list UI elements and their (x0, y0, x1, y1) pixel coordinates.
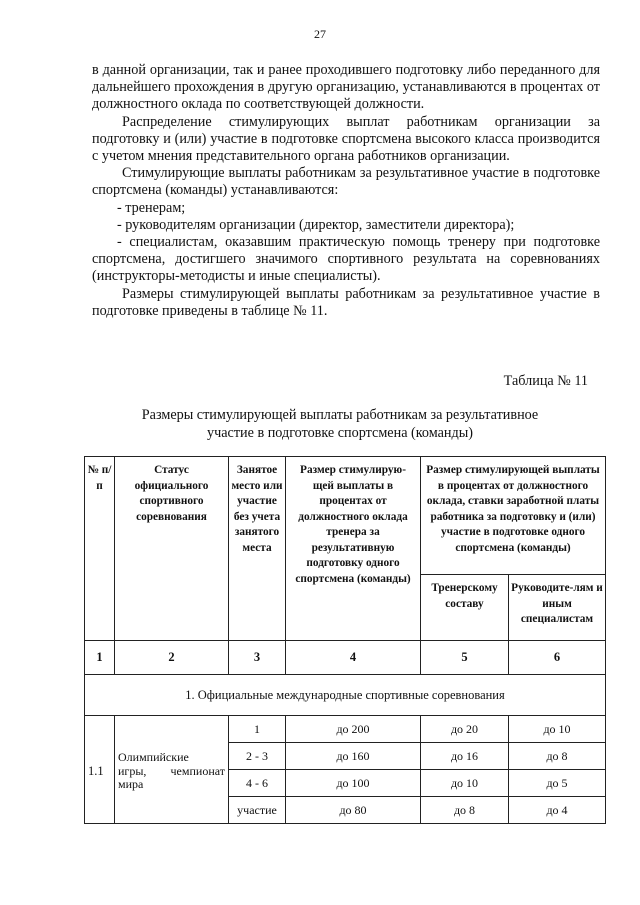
list-item-managers: - руководителям организации (директор, заместители директора); (117, 216, 515, 233)
managers-cell: до 4 (509, 797, 606, 824)
managers-cell: до 8 (509, 743, 606, 770)
coach-cell: до 100 (286, 770, 421, 797)
header-coach-percent: Размер стимулирую-щей выплаты в процентах от должностного оклада тренера за результативную подготовку одного спортсмена (команды) (286, 457, 421, 641)
page-number: 27 (314, 27, 326, 41)
coach-cell: до 200 (286, 716, 421, 743)
row-status (115, 716, 229, 824)
paragraph-2: Распределение стимулирующих выплат работникам организации за подготовку и (или) участие в подготовке спортсмена высокого класса производится с учетом мнения представительного органа работников организации. (92, 113, 600, 165)
header-managers: Руководите-лям и иным специалистам (509, 575, 606, 641)
body-text (92, 62, 600, 320)
paragraph-1: в данной организации, так и ранее проходившего подготовку либо переданного для дальнейшего прохождения в другую организацию, устанавливаются в процентах от должностного оклада по соответствующей должности. (92, 62, 600, 113)
coach-cell: до 160 (286, 743, 421, 770)
row-number: 1.1 (85, 716, 115, 824)
header-number: № п/п (85, 457, 115, 641)
header-staff-percent: Размер стимулирующей выплаты в процентах от должностного оклада, ставки заработной платы работника за подготовку и (или) участие в подготовке одного спортсмена (команды) (421, 457, 606, 575)
status-line: игры, чемпионат (118, 763, 225, 778)
paragraph-3: Стимулирующие выплаты работникам за результативное участие в подготовке спортсмена (команды) устанавливаются: (92, 165, 600, 199)
status-line: мира (118, 777, 144, 792)
header-trainers: Тренерскому составу (421, 575, 509, 641)
header-place: Занятое место или участие без учета занятого места (229, 457, 286, 641)
table-title-line-2: участие в подготовке спортсмена (команды) (207, 424, 473, 441)
trainers-cell: до 16 (421, 743, 509, 770)
column-number: 2 (115, 641, 229, 675)
list-item-trainers: - тренерам; (117, 199, 186, 216)
column-numbers-row (85, 641, 606, 675)
paragraph-4: Размеры стимулирующей выплаты работникам за результативное участие в подготовке приведены в таблице № 11. (92, 285, 600, 319)
column-number: 3 (229, 641, 286, 675)
place-cell: участие (229, 797, 286, 824)
column-number: 4 (286, 641, 421, 675)
managers-cell: до 5 (509, 770, 606, 797)
section-row (85, 675, 606, 716)
place-cell: 2 - 3 (229, 743, 286, 770)
header-status: Статус официального спортивного соревнования (115, 457, 229, 641)
table-title (100, 407, 580, 442)
list-item-specialists: - специалистам, оказавшим практическую помощь тренеру при подготовке спортсмена, достигшего значимого спортивного результата на соревнованиях (инструкторы-методисты и иные специалисты). (92, 234, 600, 285)
column-number: 1 (85, 641, 115, 675)
trainers-cell: до 8 (421, 797, 509, 824)
trainers-cell: до 20 (421, 716, 509, 743)
trainers-cell: до 10 (421, 770, 509, 797)
bonus-table (84, 456, 606, 824)
table-title-line-1: Размеры стимулирующей выплаты работникам за результативное (141, 407, 539, 423)
place-cell: 1 (229, 716, 286, 743)
table-number: Таблица № 11 (503, 373, 588, 389)
section-title: 1. Официальные международные спортивные соревнования (85, 675, 606, 716)
status-line: Олимпийские (118, 750, 189, 765)
managers-cell: до 10 (509, 716, 606, 743)
column-number: 5 (421, 641, 509, 675)
column-number: 6 (509, 641, 606, 675)
table-row (85, 716, 606, 743)
coach-cell: до 80 (286, 797, 421, 824)
place-cell: 4 - 6 (229, 770, 286, 797)
